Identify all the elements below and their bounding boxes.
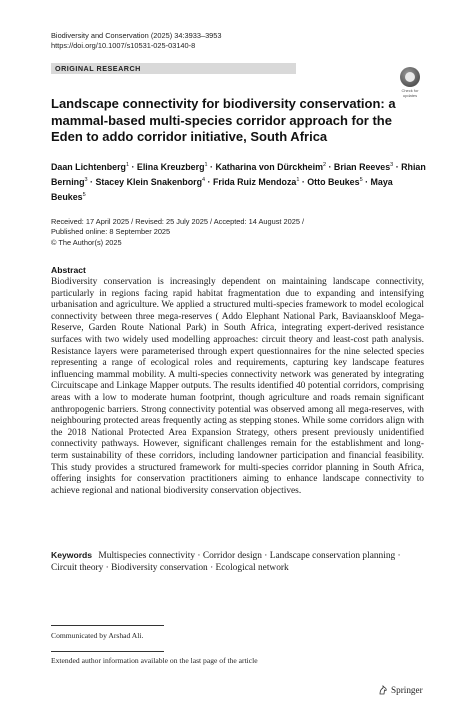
springer-horse-icon bbox=[378, 685, 388, 695]
article-category-bar bbox=[51, 63, 296, 74]
published-online: Published online: 8 September 2025 bbox=[51, 227, 171, 237]
received-revised-accepted: Received: 17 April 2025 / Revised: 25 July 2025 / Accepted: 14 August 2025 / bbox=[51, 217, 305, 226]
abstract-heading: Abstract bbox=[51, 265, 86, 275]
author[interactable]: Daan Lichtenberg$^1$ bbox=[51, 161, 130, 172]
footnote-divider bbox=[51, 651, 164, 652]
author[interactable]: Elina Kreuzberg$^1$ bbox=[136, 161, 208, 172]
keywords-label: Keywords bbox=[51, 550, 93, 560]
author[interactable]: Brian Reeves$^3$ bbox=[333, 161, 394, 172]
extended-author-info: Extended author information available on the last page of the article bbox=[51, 656, 258, 665]
publisher-name: Springer bbox=[391, 685, 423, 695]
publication-dates bbox=[51, 217, 304, 248]
journal-info bbox=[51, 31, 222, 51]
journal-citation: Biodiversity and Conservation (2025) 34:3933–3953 bbox=[51, 31, 222, 40]
check-updates-label: Check for updates bbox=[401, 88, 419, 98]
article-category: ORIGINAL RESEARCH bbox=[55, 64, 141, 73]
check-updates-icon bbox=[400, 67, 420, 87]
footnote-divider bbox=[51, 625, 164, 626]
author[interactable]: Maya Beukes$^5$ bbox=[51, 176, 393, 202]
author[interactable]: Frida Ruiz Mendoza$^1$ bbox=[212, 176, 300, 187]
publisher-logo bbox=[378, 685, 423, 695]
author[interactable]: Rhian Berning$^3$ bbox=[51, 161, 426, 187]
copyright: © The Author(s) 2025 bbox=[51, 237, 122, 247]
author-list: Daan Lichtenberg$^1$ · Elina Kreuzberg$^1$ · Katharina von Dürckheim$^2$ · Brian Reeves$^3$ · Rhian Berning$^3$ · Stacey Klein Snakenborg$^4$ · Frida Ruiz Mendoza$^1$ · Otto Beukes$^5$ · Maya Beukes$^5$ bbox=[51, 161, 426, 202]
author[interactable]: Stacey Klein Snakenborg$^4$ bbox=[95, 176, 206, 187]
communicated-by: Communicated by Arshad Ali. bbox=[51, 631, 144, 640]
article-title: Landscape connectivity for biodiversity conservation: a mammal-based multi-species corridor approach for the Eden to addo corridor initiative, South Africa bbox=[51, 96, 396, 145]
keywords-list: Multispecies connectivity · Corridor design · Landscape conservation planning · Circuit theory · Biodiversity conservation · Ecological network bbox=[51, 551, 401, 573]
keywords bbox=[51, 550, 426, 574]
author[interactable]: Katharina von Dürckheim$^2$ bbox=[215, 161, 327, 172]
doi-link[interactable]: https://doi.org/10.1007/s10531-025-03140-8 bbox=[51, 41, 196, 50]
abstract-text: Biodiversity conservation is increasingly dependent on maintaining landscape connectivity, particularly in regions facing rapid habitat fragmentation due to expanding and intensifying urbanisation and agriculture. We applied a structured multi-species framework to model ecological connectivity between three mega-reserves ( Addo Elephant National Park, Baviaanskloof Mega-Reserve, Garden Route National Park) in South Africa, integrating expert-derived resistance surfaces with two widely used modelling approaches: circuit theory and least-cost path analysis. Resistance layers were parameterised through expert questionnaires for the nine selected species representing a range of ecological roles and requirements, capturing key landscape features influencing mammal mobility. A multi-species connectivity network was generated by integrating Circuitscape and Linkage Mapper outputs. The results identified 40 potential corridors, comprising areas with a low to moderate human footprint, though agriculture and roads remain significant anthropogenic barriers. Strong connectivity potential was observed among all mega-reserves, with neighbouring protected areas frequently acting as stepping stones. While some corridors align with the 2018 National Protected Area Expansion Strategy, others present previously unidentified connectivity pathways. However, significant challenges remain for the establishment and long-term sustainability of these corridors, including landowner participation and financial feasibility. This study provides a structured framework for multi-species corridor planning in South Africa, offering insights for conservation practitioners aiming to enhance landscape connectivity to achieve regional and national biodiversity conservation objectives. bbox=[51, 277, 424, 496]
author[interactable]: Otto Beukes$^5$ bbox=[307, 176, 363, 187]
